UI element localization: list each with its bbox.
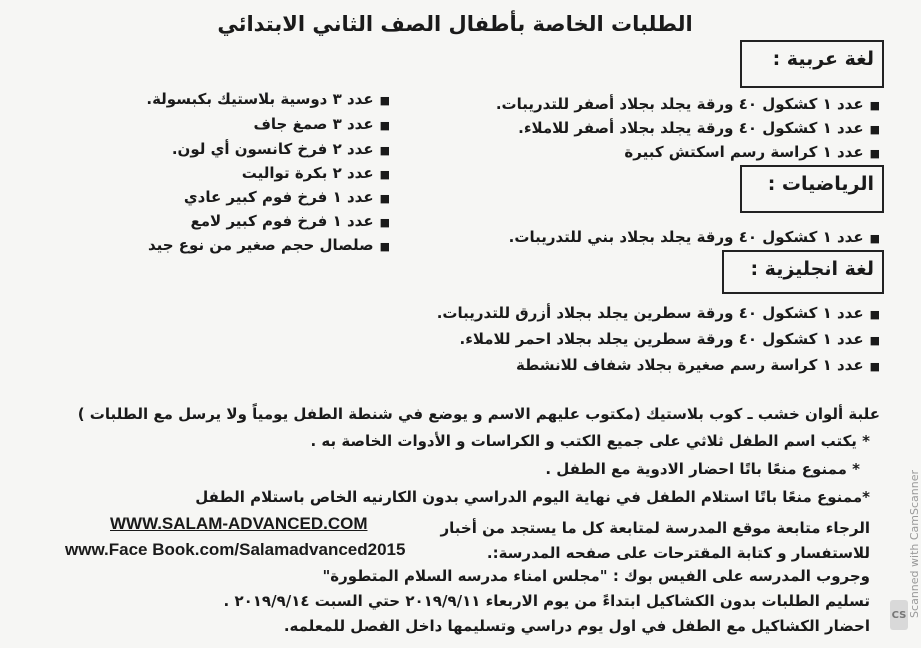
section-heading-arabic: لغة عربية : (772, 48, 874, 70)
note-facebook-text: للاستفسار و كتابة المقترحات على صفحه المدرسة:. (486, 544, 870, 562)
supply-item-3: ■عدد ٢ فرخ كانسون أي لون. (171, 140, 390, 158)
section-heading-english: لغة انجليزية : (750, 258, 874, 280)
section-heading-english-box (722, 250, 884, 294)
note-website-text: الرجاء متابعة موقع المدرسة لمتابعة كل ما يستجد من أخبار (440, 519, 870, 537)
english-item-1: ■عدد ١ كشكول ٤٠ ورقة سطرين يجلد بجلاد أزرق للتدريبات. (436, 304, 880, 322)
supply-item-1: ■عدد ٣ دوسية بلاستيك بكبسولة. (146, 90, 390, 108)
note-name-labeling: * يكتب اسم الطفل ثلاثي على جميع الكتب و الكراسات و الأدوات الخاصة به . (310, 432, 870, 450)
note-delivery-dates: تسليم الطلبات بدون الكشاكيل ابتداءً من يوم الاربعاء ٢٠١٩/٩/١١ حتي السبت ٢٠١٩/٩/١٤ . (223, 592, 870, 610)
supply-item-7: ■صلصال حجم صغير من نوع جيد (147, 236, 390, 254)
arabic-item-2: ■عدد ١ كشكول ٤٠ ورقة يجلد بجلاد أصفر للاملاء. (518, 119, 880, 137)
arabic-item-1: ■عدد ١ كشكول ٤٠ ورقة يجلد بجلاد أصفر للتدريبات. (495, 95, 880, 113)
supply-item-5: ■عدد ١ فرخ فوم كبير عادي (183, 188, 390, 206)
scanner-logo: CS (890, 600, 908, 630)
english-item-2: ■عدد ١ كشكول ٤٠ ورقة سطرين يجلد بجلاد احمر للاملاء. (459, 330, 880, 348)
note-no-medicine: * ممنوع منعًا باتًا احضار الادوية مع الطفل . (545, 460, 860, 478)
school-website-link[interactable]: WWW.SALAM-ADVANCED.COM (110, 514, 368, 533)
math-item-1: ■عدد ١ كشكول ٤٠ ورقة يجلد بجلاد بني للتدريبات. (508, 228, 880, 246)
supply-item-2: ■عدد ٣ صمغ جاف (253, 115, 390, 133)
note-pickup-card: *ممنوع منعًا باتًا استلام الطفل في نهاية اليوم الدراسي بدون الكارنيه الخاص باستلام الطفل (195, 488, 870, 506)
scanner-watermark: Scanned with CamScanner (908, 470, 921, 618)
section-heading-math: الرياضيات : (767, 173, 874, 195)
note-colors-cup: علبة ألوان خشب ـ كوب بلاستيك (مكتوب عليهم الاسم و يوضع في شنطة الطفل يومياً ولا يرسل مع الطلبات ) (77, 405, 880, 423)
facebook-page-link[interactable]: www.Face Book.com/Salamadvanced2015 (65, 540, 406, 559)
page-title: الطلبات الخاصة بأطفال الصف الثاني الابتدائي (217, 12, 693, 36)
arabic-item-3: ■عدد ١ كراسة رسم اسكتش كبيرة (624, 143, 880, 161)
note-notebooks-first-day: احضار الكشاكيل مع الطفل في اول يوم دراسي وتسليمها داخل الفصل للمعلمه. (283, 617, 870, 635)
english-item-3: ■عدد ١ كراسة رسم صغيرة بجلاد شفاف للانشطة (516, 356, 880, 374)
note-facebook-group: وجروب المدرسه على الفيس بوك : "مجلس امناء مدرسه السلام المتطورة" (322, 567, 870, 585)
supply-item-4: ■عدد ٢ بكرة تواليت (241, 164, 390, 182)
section-heading-math-box (740, 165, 884, 213)
section-heading-arabic-box (740, 40, 884, 88)
supply-item-6: ■عدد ١ فرخ فوم كبير لامع (190, 212, 390, 230)
